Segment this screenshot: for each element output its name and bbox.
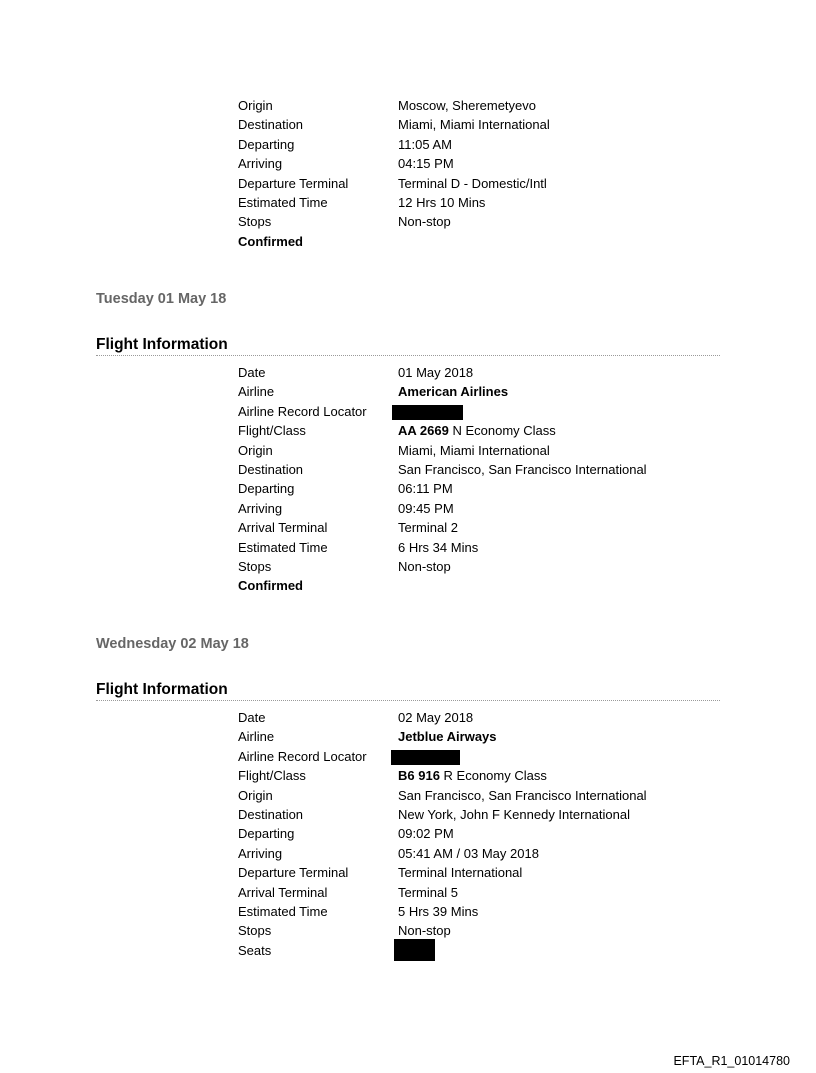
stops-label: Stops: [238, 923, 272, 939]
estimated-time-label: Estimated Time: [238, 539, 328, 555]
stops-label: Stops: [238, 558, 272, 574]
document-id: EFTA_R1_01014780: [673, 1054, 790, 1068]
arrival-terminal-row: [238, 883, 718, 902]
arriving-value: 05:41 AM / 03 May 2018: [398, 845, 539, 861]
record-locator-label: Airline Record Locator: [238, 403, 367, 419]
arriving-row: [238, 844, 718, 863]
day-heading: Tuesday 01 May 18: [96, 291, 227, 307]
date-value: 01 May 2018: [398, 365, 474, 380]
destination-label: Destination: [238, 461, 304, 477]
estimated-time-row: [238, 902, 718, 921]
fare-class: N Economy Class: [452, 423, 556, 439]
departing-label: Departing: [238, 826, 295, 842]
section-title: Flight Information: [96, 681, 720, 701]
departure-terminal-label: Departure Terminal: [238, 865, 349, 881]
destination-row: [238, 805, 718, 824]
stops-label: Stops: [238, 214, 272, 230]
arrival-terminal-row: [238, 518, 718, 537]
departing-value: 11:05 AM: [398, 136, 452, 152]
departure-terminal-label: Departure Terminal: [238, 175, 349, 191]
seats-label: Seats: [238, 942, 272, 958]
redaction-box: [394, 939, 435, 961]
stops-value: Non-stop: [398, 214, 451, 230]
record-locator-row: [238, 402, 718, 421]
arriving-value: 09:45 PM: [398, 500, 454, 516]
arrival-terminal-label: Arrival Terminal: [238, 884, 328, 900]
airline-label: Airline: [238, 729, 275, 745]
origin-row: [238, 96, 718, 115]
origin-row: [238, 441, 718, 460]
departing-label: Departing: [238, 136, 295, 152]
departing-row: [238, 135, 718, 154]
record-locator-label: Airline Record Locator: [238, 748, 367, 764]
stops-value: Non-stop: [398, 923, 451, 939]
arrival-terminal-value: Terminal 2: [398, 520, 458, 536]
estimated-time-label: Estimated Time: [238, 194, 328, 210]
origin-label: Origin: [238, 98, 273, 113]
arriving-row: [238, 154, 718, 173]
departing-value: 06:11 PM: [398, 481, 453, 497]
estimated-time-value: 6 Hrs 34 Mins: [398, 539, 479, 555]
departure-terminal-value: Terminal International: [398, 865, 523, 881]
flight-class-row: [238, 421, 718, 440]
estimated-time-value: 12 Hrs 10 Mins: [398, 194, 486, 210]
origin-value: Miami, Miami International: [398, 442, 550, 458]
airline-value: American Airlines: [398, 384, 509, 400]
destination-label: Destination: [238, 117, 304, 133]
arriving-row: [238, 499, 718, 518]
destination-value: New York, John F Kennedy International: [398, 806, 630, 822]
departure-terminal-value: Terminal D - Domestic/Intl: [398, 175, 547, 191]
departure-terminal-row: [238, 174, 718, 193]
stops-row: [238, 557, 718, 576]
arrival-terminal-value: Terminal 5: [398, 884, 458, 900]
destination-label: Destination: [238, 806, 304, 822]
seats-row: [238, 941, 718, 963]
section-title: Flight Information: [96, 336, 720, 356]
stops-row: [238, 921, 718, 940]
airline-row: [238, 382, 718, 401]
destination-value: San Francisco, San Francisco International: [398, 461, 647, 477]
origin-label: Origin: [238, 442, 273, 458]
flight-1-details: [238, 96, 718, 251]
date-label: Date: [238, 365, 266, 380]
origin-value: San Francisco, San Francisco International: [398, 787, 647, 803]
fare-class: R Economy Class: [443, 768, 547, 784]
arrival-terminal-label: Arrival Terminal: [238, 520, 328, 536]
estimated-time-row: [238, 193, 718, 212]
arriving-label: Arriving: [238, 845, 283, 861]
estimated-time-label: Estimated Time: [238, 903, 328, 919]
flight-class-row: [238, 766, 718, 785]
destination-row: [238, 460, 718, 479]
arriving-label: Arriving: [238, 156, 283, 172]
stops-row: [238, 212, 718, 231]
flight-class-label: Flight/Class: [238, 768, 306, 784]
departing-row: [238, 824, 718, 843]
redaction-box: [391, 750, 460, 765]
date-label: Date: [238, 710, 266, 725]
flight-3-details: [238, 708, 718, 963]
status-confirmed: Confirmed: [238, 578, 303, 594]
destination-row: [238, 115, 718, 134]
departing-label: Departing: [238, 481, 295, 497]
date-row: [238, 363, 718, 382]
origin-value: Moscow, Sheremetyevo: [398, 98, 537, 113]
day-heading: Wednesday 02 May 18: [96, 636, 249, 652]
arriving-label: Arriving: [238, 500, 283, 516]
redaction-box: [392, 405, 463, 420]
flight-2-details: [238, 363, 718, 596]
stops-value: Non-stop: [398, 558, 451, 574]
status-confirmed: Confirmed: [238, 233, 303, 249]
flight-number: B6 916: [398, 768, 440, 784]
airline-label: Airline: [238, 384, 275, 400]
flight-class-label: Flight/Class: [238, 423, 306, 439]
departure-terminal-row: [238, 863, 718, 882]
estimated-time-row: [238, 538, 718, 557]
departing-value: 09:02 PM: [398, 826, 454, 842]
departing-row: [238, 479, 718, 498]
arriving-value: 04:15 PM: [398, 156, 454, 172]
airline-value: Jetblue Airways: [398, 729, 497, 745]
record-locator-row: [238, 747, 718, 766]
airline-row: [238, 727, 718, 746]
estimated-time-value: 5 Hrs 39 Mins: [398, 903, 479, 919]
flight-number: AA 2669: [398, 423, 449, 439]
date-value: 02 May 2018: [398, 710, 474, 725]
origin-row: [238, 786, 718, 805]
date-row: [238, 708, 718, 727]
origin-label: Origin: [238, 787, 273, 803]
destination-value: Miami, Miami International: [398, 117, 550, 133]
